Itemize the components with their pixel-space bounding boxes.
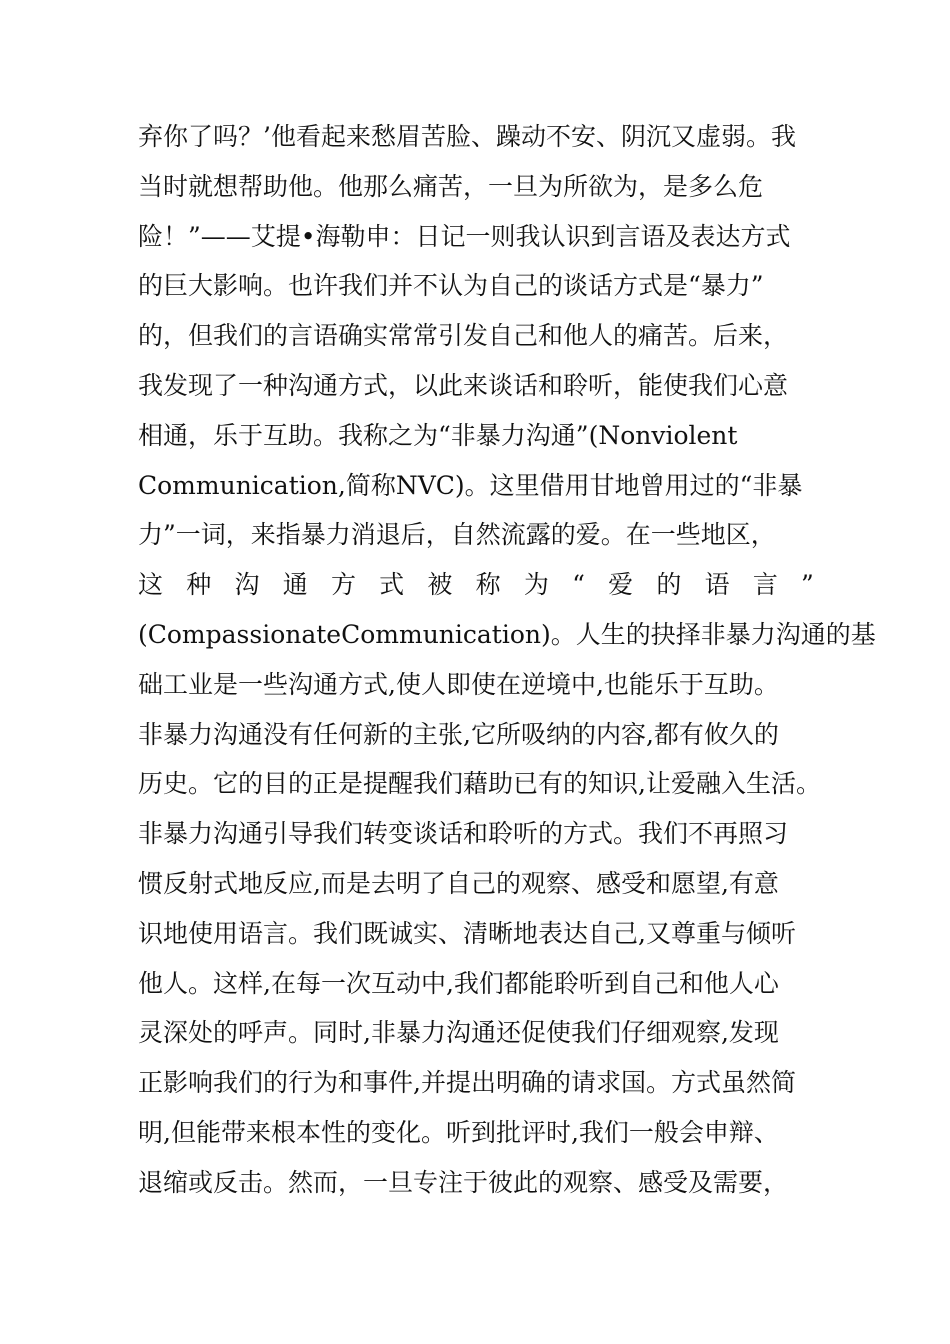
text-line: 惯反射式地反应,而是去明了自己的观察、感受和愿望,有意 (138, 868, 779, 898)
text-line: 灵深处的呼声。同时,非暴力沟通还促使我们仔细观察,发现 (138, 1018, 779, 1048)
text-line: 非暴力沟通没有任何新的主张,它所吸纳的内容,都有攸久的 (138, 719, 779, 749)
text-line: 当时就想帮助他。他那么痛苦，一旦为所欲为，是多么危 (138, 171, 764, 201)
spread-char: 种 (186, 570, 212, 600)
text-line: 相通，乐于互助。我称之为“非暴力沟通”(Nonviolent (138, 420, 738, 450)
text-line: Communication,简称NVC)。这里借用甘地曾用过的“非暴 (138, 470, 803, 500)
text-line: 弃你了吗？’他看起来愁眉苦脸、躁动不安、阴沉又虚弱。我 (138, 122, 796, 151)
spread-char: “ (572, 570, 585, 600)
text-line: 识地使用语言。我们既诚实、清晰地表达自己,又尊重与倾听 (138, 918, 796, 948)
text-line: 险！”——艾提•海勒申：日记一则我认识到言语及表达方式 (138, 221, 791, 251)
text-line: 非暴力沟通引导我们转变谈话和聆听的方式。我们不再照习 (138, 819, 789, 849)
text-line: 历史。它的目的正是提醒我们藉助已有的知识,让爱融入生活。 (138, 769, 821, 799)
text-line: 的巨大影响。也许我们并不认为自己的谈话方式是“暴力” (138, 271, 764, 301)
text-line: 我发现了一种沟通方式，以此来谈话和聆听，能使我们心意 (138, 370, 789, 400)
text-line: 明,但能带来根本性的变化。听到批评时,我们一般会申辩、 (138, 1117, 779, 1147)
spread-char: 的 (656, 570, 682, 600)
spread-char: 式 (379, 570, 405, 600)
spread-char: 语 (704, 570, 730, 600)
text-line: 力”一词，来指暴力消退后，自然流露的爱。在一些地区， (138, 520, 776, 550)
text-line: (CompassionateCommunication)。人生的抉择非暴力沟通的基 (138, 619, 876, 649)
text-line: 正影响我们的行为和事件,并提出明确的请求国。方式虽然简 (138, 1068, 796, 1098)
spread-char: 这 (138, 570, 164, 600)
spread-char: 被 (427, 570, 453, 600)
spread-char: ” (801, 570, 814, 600)
spread-char: 通 (282, 570, 308, 600)
spread-char: 称 (475, 570, 501, 600)
text-line: 的，但我们的言语确实常常引发自己和他人的痛苦。后来， (138, 321, 789, 351)
spread-char: 言 (752, 570, 778, 600)
spread-char: 方 (330, 570, 356, 600)
spread-char: 沟 (234, 570, 260, 600)
body-text (138, 112, 876, 1208)
text-line: 础工业是一些沟通方式,使人即使在逆境中,也能乐于互助。 (138, 669, 779, 699)
text-line: 他人。这样,在每一次互动中,我们都能聆听到自己和他人心 (138, 968, 779, 998)
justified-text-line (138, 560, 814, 610)
text-line: 退缩或反击。然而，一旦专注于彼此的观察、感受及需要， (138, 1167, 789, 1197)
spread-char: 为 (523, 570, 549, 600)
spread-char: 爱 (608, 570, 634, 600)
